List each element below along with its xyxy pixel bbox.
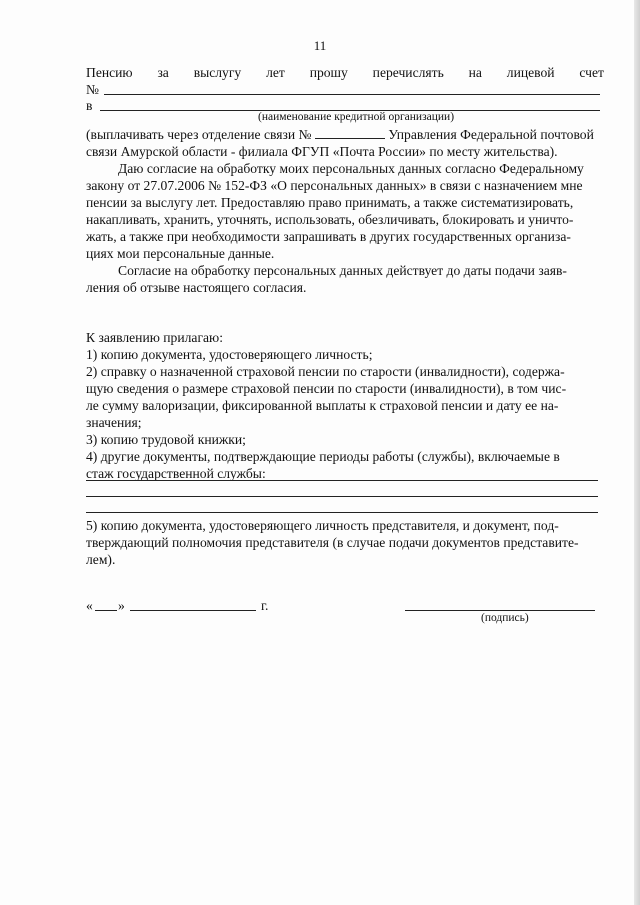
- validity-line: Согласие на обработку персональных данных действует до даты подачи заяв-: [118, 263, 567, 278]
- attachment-item-1: 1) копию документа, удостоверяющего личность;: [86, 347, 373, 362]
- pension-word: счет: [579, 65, 604, 80]
- account-number-field[interactable]: [104, 94, 600, 95]
- attachment-item-4-line: 4) другие документы, подтверждающие периоды работы (службы), включаемые в: [86, 449, 560, 464]
- pension-word: лет: [266, 65, 285, 80]
- post-office-text-b: Управления Федеральной почтовой: [388, 127, 594, 142]
- attachment-item-2-line: ле сумму валоризации, фиксированной выплаты к страховой пенсии и дату ее на-: [86, 398, 559, 413]
- attachment-item-4-line: стаж государственной службы:: [86, 466, 266, 481]
- attachment-item-5-line: 5) копию документа, удостоверяющего личность представителя, и документ, под-: [86, 518, 559, 533]
- pension-word: Пенсию: [86, 65, 133, 80]
- other-documents-field-2[interactable]: [86, 496, 598, 497]
- attachment-item-5-line: тверждающий полномочия представителя (в случае подачи документов представите-: [86, 535, 579, 550]
- signature-field[interactable]: [405, 610, 595, 611]
- page-edge-shadow: [634, 0, 640, 905]
- bank-caption: (наименование кредитной организации): [258, 111, 455, 123]
- consent-line: жать, а также при необходимости запрашивать в других государственных организа-: [86, 229, 571, 244]
- bank-label: в: [86, 98, 93, 113]
- attachment-item-2-line: щую сведения о размере страховой пенсии по старости (инвалидности), в том чис-: [86, 381, 567, 396]
- validity-line: ления об отзыве настоящего согласия.: [86, 280, 307, 295]
- pension-word: лицевой: [506, 65, 555, 80]
- page-number: 11: [313, 38, 327, 53]
- post-office-line-2: связи Амурской области - филиала ФГУП «Почта России» по месту жительства).: [86, 144, 558, 159]
- consent-line: накапливать, хранить, уточнять, использовать, обезличивать, блокировать и уничто-: [86, 212, 574, 227]
- signature-caption: (подпись): [481, 612, 529, 624]
- pension-word: прошу: [309, 65, 348, 80]
- consent-line: Даю согласие на обработку моих персональных данных согласно Федеральному: [118, 161, 584, 176]
- date-year-suffix: г.: [261, 598, 269, 613]
- date-day-field[interactable]: [95, 610, 117, 611]
- other-documents-field-3[interactable]: [86, 512, 598, 513]
- date-month-year-field[interactable]: [130, 610, 256, 611]
- post-office-text-a: (выплачивать через отделение связи №: [86, 127, 312, 142]
- pension-word: за: [157, 65, 169, 80]
- pension-request-line: [86, 64, 604, 81]
- attachments-heading: К заявлению прилагаю:: [86, 330, 223, 345]
- date-close-quote: »: [118, 598, 125, 613]
- pension-word: перечислять: [372, 65, 444, 80]
- consent-line: пенсии за выслугу лет. Предоставляю право принимать, а также систематизировать,: [86, 195, 574, 210]
- post-office-number-field[interactable]: [315, 126, 385, 139]
- pension-word: выслугу: [193, 65, 242, 80]
- consent-line: циях мои персональные данные.: [86, 246, 275, 261]
- pension-word: на: [468, 65, 482, 80]
- attachment-item-2-line: значения;: [86, 415, 142, 430]
- consent-line: закону от 27.07.2006 № 152-ФЗ «О персональных данных» в связи с назначением мне: [86, 178, 583, 193]
- other-documents-field-1[interactable]: [86, 480, 598, 481]
- attachment-item-5-line: лем).: [86, 552, 116, 567]
- account-number-label: №: [86, 82, 99, 97]
- date-open-quote: «: [86, 598, 93, 613]
- attachment-item-2-line: 2) справку о назначенной страховой пенсии по старости (инвалидности), содержа-: [86, 364, 565, 379]
- post-office-line-1: [86, 126, 594, 143]
- attachment-item-3: 3) копию трудовой книжки;: [86, 432, 246, 447]
